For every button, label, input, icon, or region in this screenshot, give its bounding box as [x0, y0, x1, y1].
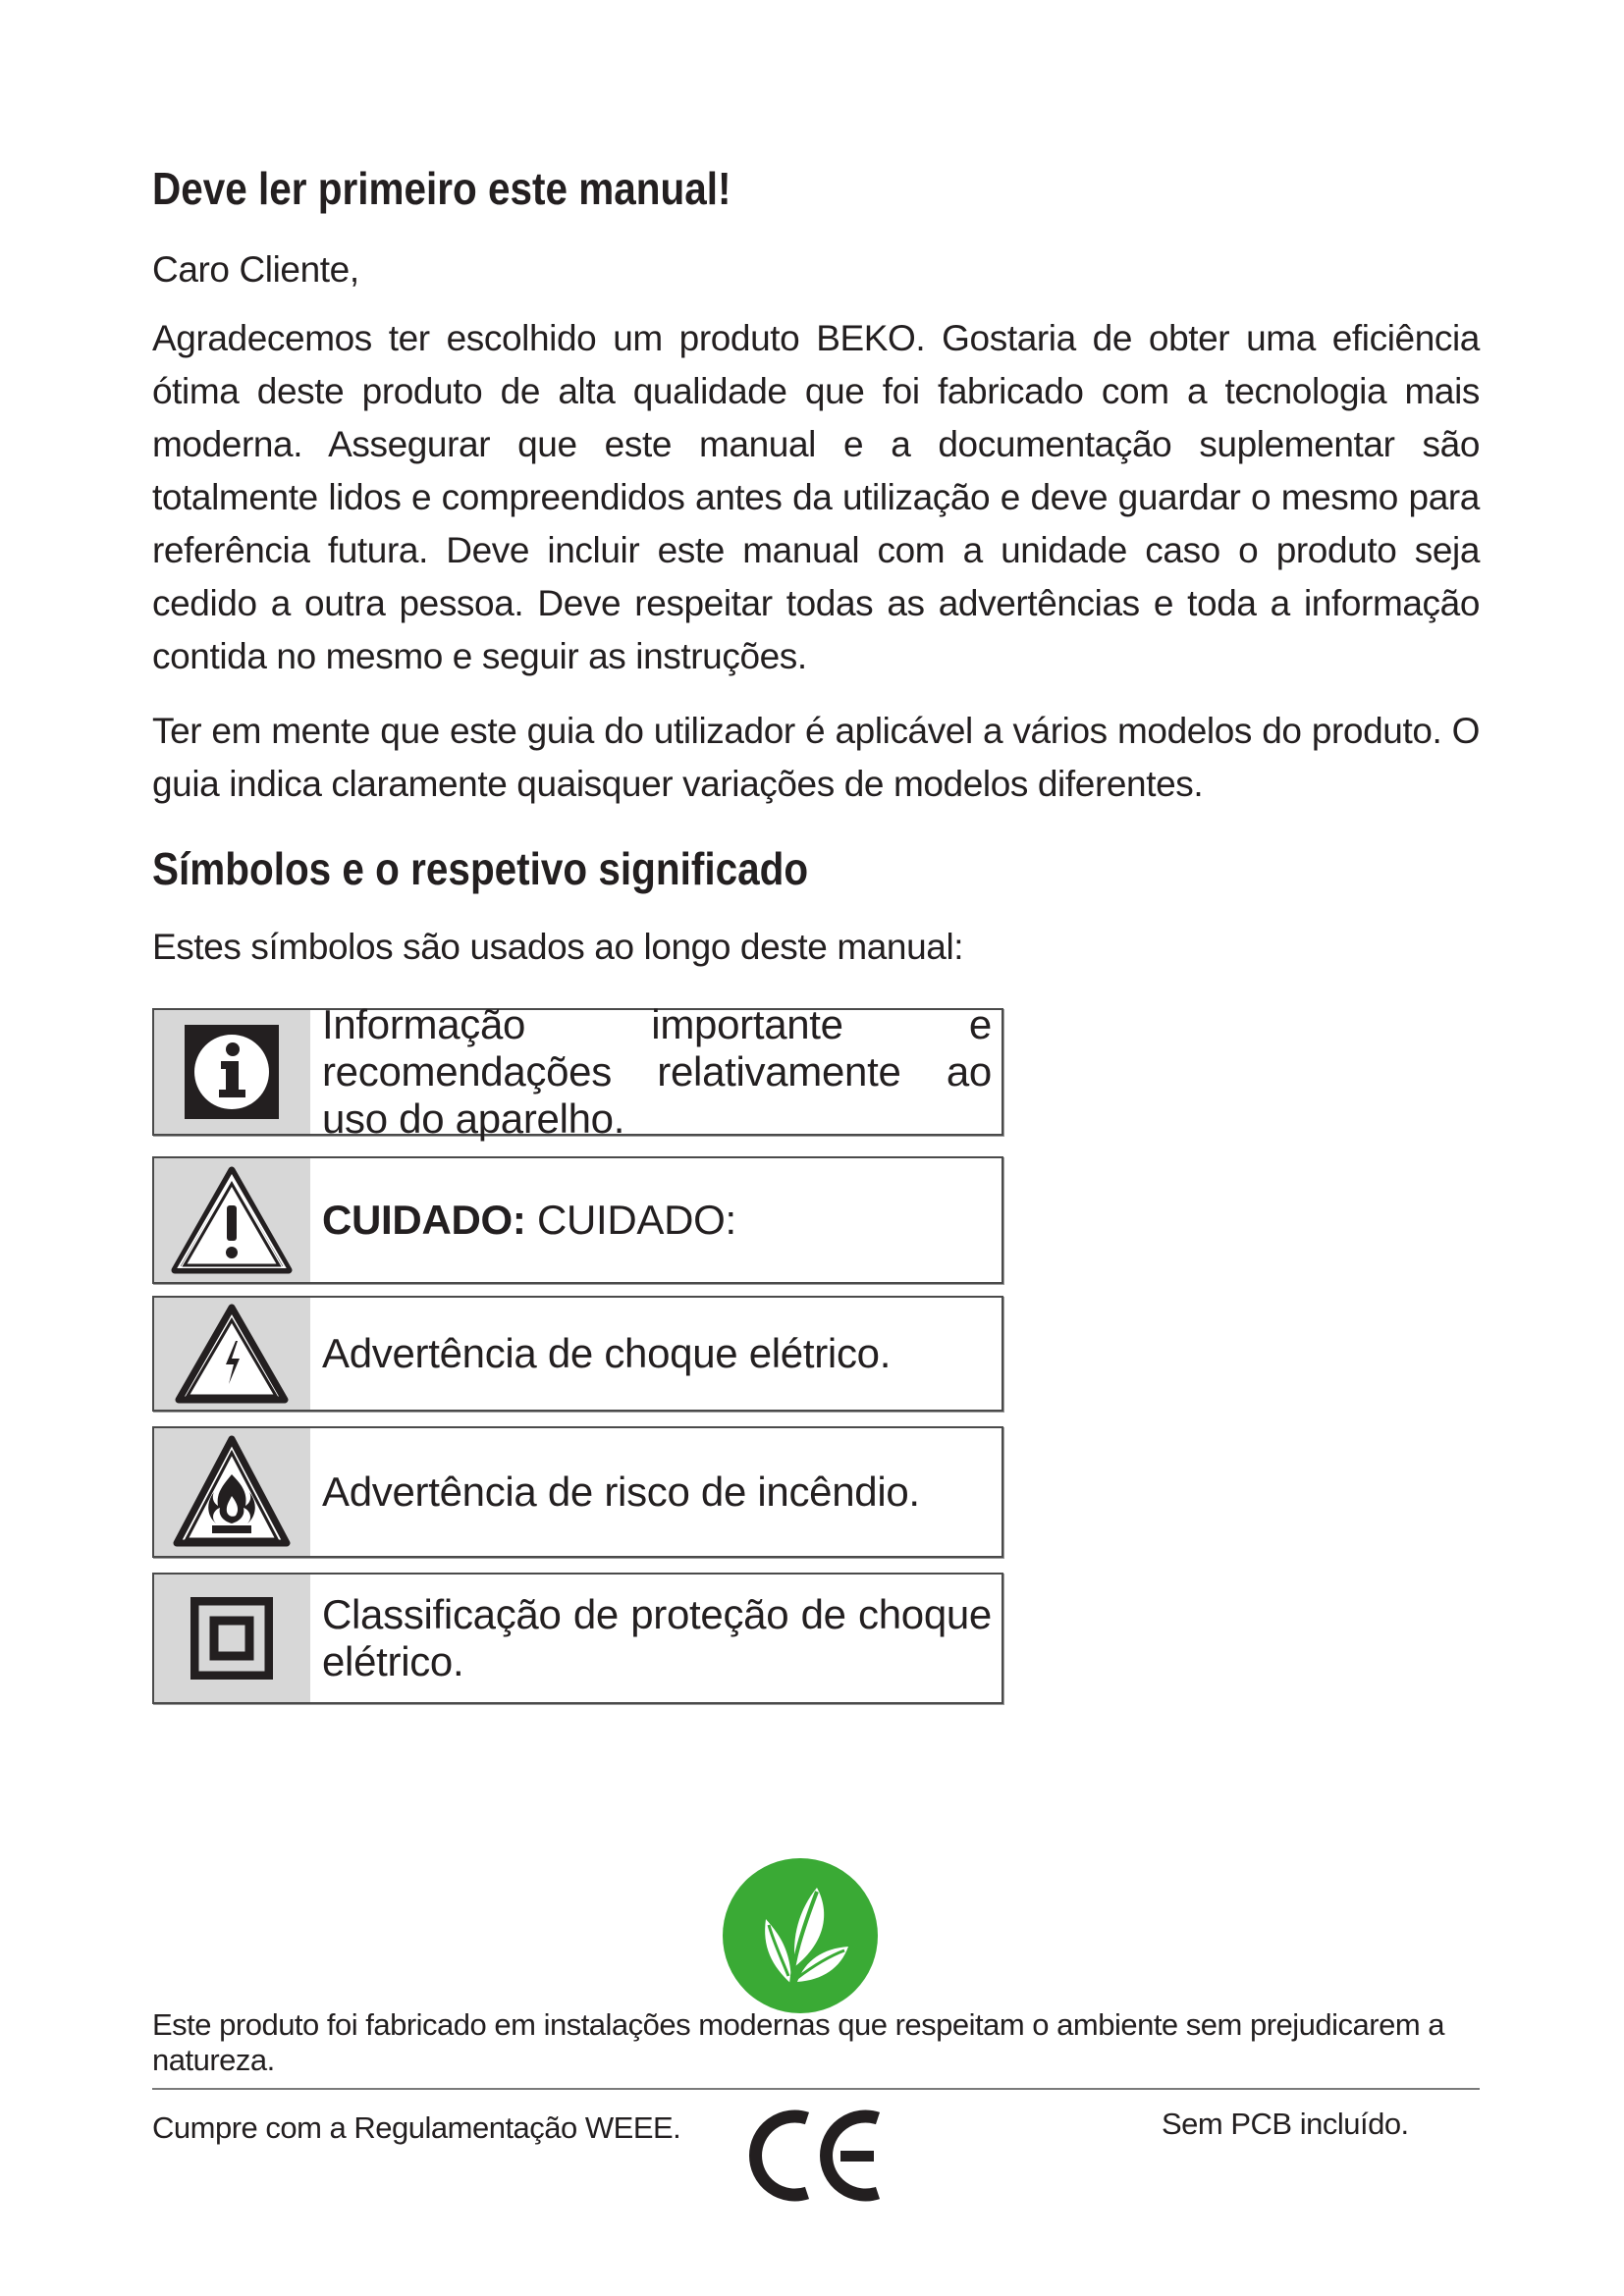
symbol-icon-cell — [154, 1010, 310, 1134]
symbol-row-fire-hazard — [152, 1426, 1003, 1558]
fire-hazard-warning-icon — [173, 1435, 291, 1549]
symbol-description: Classificação de proteção de choque elétrico. — [322, 1591, 992, 1684]
caution-text: CUIDADO: — [536, 1197, 736, 1243]
pcb-free-text: Sem PCB incluído. — [1162, 2107, 1409, 2141]
weee-compliance-text: Cumpre com a Regulamentação WEEE. — [152, 2110, 681, 2145]
models-paragraph: Ter em mente que este guia do utilizador é aplicável a vários modelos do produto. O guia indica claramente quaisquer variações de modelos diferentes. — [152, 711, 1480, 804]
symbol-row-electric-shock — [152, 1296, 1003, 1412]
intro-paragraph: Agradecemos ter escolhido um produto BEKO. Gostaria de obter uma eficiência ótima deste produto de alta qualidade que foi fabricado com a tecnologia mais moderna. Assegurar que este manual e a documentação suplementar são totalmente lidos e compreendidos antes da utilização e deve guardar o mesmo para referência futura. Deve incluir este manual com a unidade caso o produto seja cedido a outra pessoa. Deve respeitar todas as advertências e toda a informação contida no mesmo e seguir as instruções. — [152, 318, 1480, 676]
symbols-heading: Símbolos e o respetivo significado — [152, 843, 809, 894]
symbol-description: Advertência de choque elétrico. — [322, 1330, 892, 1376]
symbol-icon-cell — [154, 1298, 310, 1410]
symbol-icon-cell — [154, 1575, 310, 1702]
symbol-row-caution — [152, 1156, 1003, 1284]
ce-mark-icon — [748, 2109, 886, 2203]
electric-shock-warning-icon — [175, 1304, 289, 1404]
symbol-icon-cell — [154, 1158, 310, 1282]
symbol-icon-cell — [154, 1428, 310, 1556]
eco-leaf-icon — [723, 1858, 878, 2013]
symbol-description: Advertência de risco de incêndio. — [322, 1468, 920, 1515]
symbol-row-protection-class — [152, 1573, 1003, 1704]
caution-triangle-icon — [171, 1166, 293, 1274]
symbol-description — [310, 1158, 1001, 1282]
environment-statement: Este produto foi fabricado em instalações modernas que respeitam o ambiente sem prejudicarem a natureza. — [152, 2007, 1445, 2077]
symbol-row-info — [152, 1001, 1003, 1142]
footer-divider — [152, 2088, 1480, 2090]
double-insulation-icon — [190, 1597, 273, 1680]
caution-label: CUIDADO: — [322, 1197, 526, 1243]
symbols-intro: Estes símbolos são usados ao longo deste manual: — [152, 927, 964, 967]
info-icon — [185, 1025, 279, 1119]
page-title: Deve ler primeiro este manual! — [152, 163, 731, 214]
symbol-description: Informação importante e recomendações relativamente ao uso do aparelho. — [322, 1001, 992, 1142]
greeting: Caro Cliente, — [152, 249, 359, 290]
